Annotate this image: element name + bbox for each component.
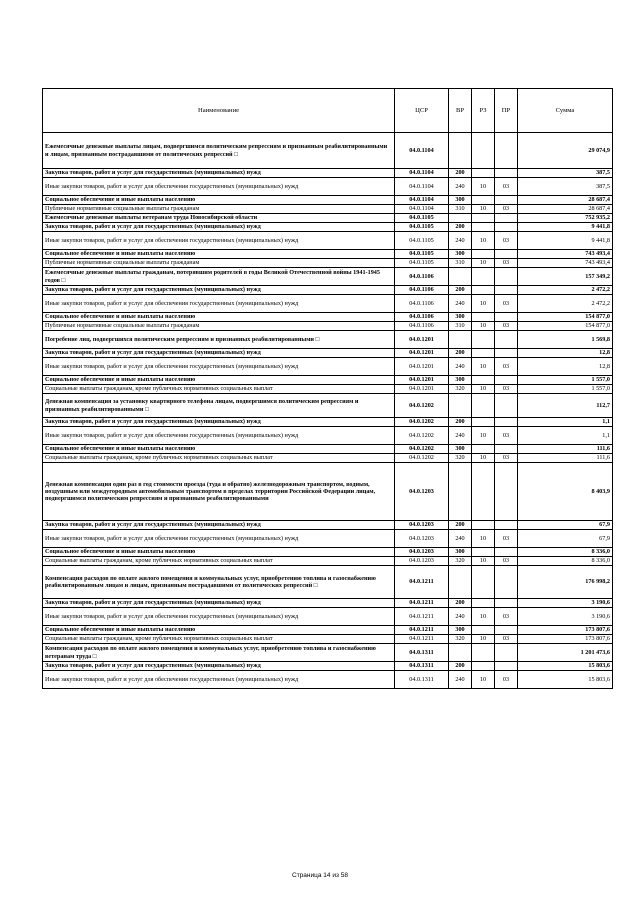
cell-csr: 04.0.1104 bbox=[395, 196, 449, 205]
cell-name: Социальное обеспечение и иные выплаты населению bbox=[43, 313, 395, 322]
cell-sum: 15 803,6 bbox=[518, 662, 613, 671]
cell-name: Иные закупки товаров, работ и услуг для обеспечения государственных (муниципальных) нужд bbox=[43, 671, 395, 689]
cell-name: Социальное обеспечение и иные выплаты населению bbox=[43, 626, 395, 635]
cell-csr: 04.0.1211 bbox=[395, 626, 449, 635]
cell-sum: 173 807,6 bbox=[518, 635, 613, 644]
cell-vr bbox=[449, 566, 472, 599]
cell-vr: 240 bbox=[449, 178, 472, 196]
cell-pr bbox=[495, 133, 518, 169]
cell-pr bbox=[495, 418, 518, 427]
table-row bbox=[43, 376, 613, 385]
cell-vr: 300 bbox=[449, 250, 472, 259]
table-row bbox=[43, 250, 613, 259]
cell-sum: 1,1 bbox=[518, 427, 613, 445]
table-row bbox=[43, 599, 613, 608]
cell-name: Социальные выплаты гражданам, кроме публичных нормативных социальных выплат bbox=[43, 557, 395, 566]
cell-vr: 300 bbox=[449, 376, 472, 385]
cell-name: Закупка товаров, работ и услуг для государственных (муниципальных) нужд bbox=[43, 521, 395, 530]
cell-name: Закупка товаров, работ и услуг для государственных (муниципальных) нужд bbox=[43, 349, 395, 358]
header-pr: ПР bbox=[495, 89, 518, 133]
table-row bbox=[43, 331, 613, 349]
cell-csr: 04.0.1311 bbox=[395, 662, 449, 671]
cell-rz bbox=[472, 169, 495, 178]
cell-rz bbox=[472, 286, 495, 295]
cell-pr: 03 bbox=[495, 205, 518, 214]
table-row bbox=[43, 608, 613, 626]
cell-name: Иные закупки товаров, работ и услуг для обеспечения государственных (муниципальных) нужд bbox=[43, 178, 395, 196]
cell-sum: 29 074,9 bbox=[518, 133, 613, 169]
cell-vr: 240 bbox=[449, 295, 472, 313]
cell-sum: 387,5 bbox=[518, 178, 613, 196]
cell-sum: 3 190,6 bbox=[518, 608, 613, 626]
cell-csr: 04.0.1201 bbox=[395, 349, 449, 358]
table-row bbox=[43, 358, 613, 376]
cell-pr bbox=[495, 548, 518, 557]
table-row bbox=[43, 521, 613, 530]
cell-name: Социальное обеспечение и иные выплаты населению bbox=[43, 445, 395, 454]
header-name: Наименование bbox=[43, 89, 395, 133]
cell-csr: 04.0.1104 bbox=[395, 178, 449, 196]
cell-rz: 10 bbox=[472, 635, 495, 644]
cell-vr: 300 bbox=[449, 313, 472, 322]
cell-rz bbox=[472, 133, 495, 169]
cell-rz bbox=[472, 626, 495, 635]
cell-pr: 03 bbox=[495, 557, 518, 566]
cell-rz: 10 bbox=[472, 454, 495, 463]
cell-pr bbox=[495, 331, 518, 349]
cell-name: Ежемесячные денежные выплаты ветеранам труда Новосибирской области bbox=[43, 214, 395, 223]
cell-sum: 9 441,8 bbox=[518, 223, 613, 232]
cell-pr: 03 bbox=[495, 232, 518, 250]
cell-vr bbox=[449, 331, 472, 349]
cell-pr: 03 bbox=[495, 635, 518, 644]
cell-name: Иные закупки товаров, работ и услуг для обеспечения государственных (муниципальных) нужд bbox=[43, 427, 395, 445]
cell-vr: 200 bbox=[449, 169, 472, 178]
cell-sum: 28 687,4 bbox=[518, 205, 613, 214]
cell-sum: 387,5 bbox=[518, 169, 613, 178]
header-csr: ЦСР bbox=[395, 89, 449, 133]
cell-name: Закупка товаров, работ и услуг для государственных (муниципальных) нужд bbox=[43, 662, 395, 671]
cell-csr: 04.0.1105 bbox=[395, 214, 449, 223]
cell-vr bbox=[449, 394, 472, 418]
table-row bbox=[43, 530, 613, 548]
cell-vr bbox=[449, 133, 472, 169]
table-row bbox=[43, 635, 613, 644]
table-row bbox=[43, 427, 613, 445]
table-row bbox=[43, 295, 613, 313]
table-row bbox=[43, 349, 613, 358]
cell-csr: 04.0.1202 bbox=[395, 445, 449, 454]
cell-name: Закупка товаров, работ и услуг для государственных (муниципальных) нужд bbox=[43, 286, 395, 295]
cell-csr: 04.0.1106 bbox=[395, 295, 449, 313]
table-row bbox=[43, 566, 613, 599]
cell-rz: 10 bbox=[472, 259, 495, 268]
cell-pr: 03 bbox=[495, 530, 518, 548]
cell-name: Погребение лиц, подвергшихся политическим репрессиям и признанных реабилитированными □ bbox=[43, 331, 395, 349]
cell-rz: 10 bbox=[472, 358, 495, 376]
cell-rz: 10 bbox=[472, 205, 495, 214]
cell-sum: 157 349,2 bbox=[518, 268, 613, 286]
cell-pr bbox=[495, 626, 518, 635]
cell-pr bbox=[495, 599, 518, 608]
cell-name: Социальное обеспечение и иные выплаты населению bbox=[43, 548, 395, 557]
cell-name: Ежемесячные денежные выплаты гражданам, потерявшим родителей в годы Великой Отечественной войны 1941-1945 годов □ bbox=[43, 268, 395, 286]
cell-vr: 300 bbox=[449, 196, 472, 205]
cell-csr: 04.0.1106 bbox=[395, 313, 449, 322]
cell-sum: 9 441,8 bbox=[518, 232, 613, 250]
cell-vr: 240 bbox=[449, 232, 472, 250]
cell-sum: 67,9 bbox=[518, 530, 613, 548]
cell-vr: 200 bbox=[449, 662, 472, 671]
cell-rz bbox=[472, 214, 495, 223]
cell-rz bbox=[472, 196, 495, 205]
table-row bbox=[43, 169, 613, 178]
cell-sum: 8 403,9 bbox=[518, 463, 613, 521]
cell-vr: 240 bbox=[449, 358, 472, 376]
cell-sum: 743 493,4 bbox=[518, 250, 613, 259]
cell-sum: 111,6 bbox=[518, 454, 613, 463]
cell-rz: 10 bbox=[472, 385, 495, 394]
cell-vr: 200 bbox=[449, 418, 472, 427]
table-row bbox=[43, 445, 613, 454]
header-vr: ВР bbox=[449, 89, 472, 133]
cell-csr: 04.0.1105 bbox=[395, 259, 449, 268]
cell-rz bbox=[472, 223, 495, 232]
table-body bbox=[43, 133, 613, 689]
cell-sum: 2 472,2 bbox=[518, 295, 613, 313]
cell-sum: 154 877,0 bbox=[518, 322, 613, 331]
cell-pr: 03 bbox=[495, 671, 518, 689]
cell-rz bbox=[472, 418, 495, 427]
cell-rz: 10 bbox=[472, 295, 495, 313]
cell-pr bbox=[495, 662, 518, 671]
cell-pr bbox=[495, 521, 518, 530]
cell-pr: 03 bbox=[495, 358, 518, 376]
cell-sum: 111,6 bbox=[518, 445, 613, 454]
cell-name: Закупка товаров, работ и услуг для государственных (муниципальных) нужд bbox=[43, 599, 395, 608]
cell-csr: 04.0.1202 bbox=[395, 427, 449, 445]
cell-pr: 03 bbox=[495, 295, 518, 313]
cell-csr: 04.0.1104 bbox=[395, 205, 449, 214]
table-row bbox=[43, 322, 613, 331]
cell-name: Социальное обеспечение и иные выплаты населению bbox=[43, 250, 395, 259]
cell-pr bbox=[495, 566, 518, 599]
cell-pr bbox=[495, 169, 518, 178]
cell-csr: 04.0.1201 bbox=[395, 385, 449, 394]
cell-pr bbox=[495, 376, 518, 385]
cell-pr bbox=[495, 196, 518, 205]
cell-csr: 04.0.1201 bbox=[395, 376, 449, 385]
cell-csr: 04.0.1211 bbox=[395, 566, 449, 599]
cell-pr bbox=[495, 644, 518, 662]
cell-sum: 112,7 bbox=[518, 394, 613, 418]
cell-rz bbox=[472, 548, 495, 557]
cell-sum: 12,8 bbox=[518, 358, 613, 376]
cell-sum: 1 557,0 bbox=[518, 376, 613, 385]
cell-csr: 04.0.1211 bbox=[395, 635, 449, 644]
cell-rz: 10 bbox=[472, 530, 495, 548]
cell-name: Иные закупки товаров, работ и услуг для обеспечения государственных (муниципальных) нужд bbox=[43, 530, 395, 548]
table-row bbox=[43, 286, 613, 295]
cell-sum: 15 803,6 bbox=[518, 671, 613, 689]
cell-vr: 200 bbox=[449, 223, 472, 232]
cell-csr: 04.0.1105 bbox=[395, 250, 449, 259]
cell-pr bbox=[495, 394, 518, 418]
table-row bbox=[43, 626, 613, 635]
page-footer: Страница 14 из 58 bbox=[292, 872, 348, 879]
cell-name: Денежная компенсация за установку квартирного телефона лицам, подвергшимся политическим репрессиям и признанных реабилитированными □ bbox=[43, 394, 395, 418]
cell-csr: 04.0.1104 bbox=[395, 169, 449, 178]
cell-rz: 10 bbox=[472, 178, 495, 196]
cell-rz bbox=[472, 331, 495, 349]
cell-vr: 300 bbox=[449, 626, 472, 635]
cell-pr bbox=[495, 445, 518, 454]
cell-csr: 04.0.1106 bbox=[395, 268, 449, 286]
cell-pr bbox=[495, 313, 518, 322]
cell-sum: 8 336,0 bbox=[518, 548, 613, 557]
cell-pr bbox=[495, 349, 518, 358]
budget-table bbox=[42, 88, 613, 689]
cell-sum: 752 935,2 bbox=[518, 214, 613, 223]
cell-rz bbox=[472, 268, 495, 286]
cell-vr bbox=[449, 268, 472, 286]
cell-csr: 04.0.1311 bbox=[395, 671, 449, 689]
cell-vr: 240 bbox=[449, 530, 472, 548]
cell-vr: 200 bbox=[449, 349, 472, 358]
table-row bbox=[43, 557, 613, 566]
cell-csr: 04.0.1203 bbox=[395, 463, 449, 521]
cell-name: Публичные нормативные социальные выплаты гражданам bbox=[43, 322, 395, 331]
cell-rz bbox=[472, 394, 495, 418]
cell-vr: 310 bbox=[449, 259, 472, 268]
cell-vr: 300 bbox=[449, 548, 472, 557]
cell-csr: 04.0.1104 bbox=[395, 133, 449, 169]
cell-vr bbox=[449, 214, 472, 223]
cell-csr: 04.0.1105 bbox=[395, 223, 449, 232]
cell-pr: 03 bbox=[495, 427, 518, 445]
budget-table-container bbox=[42, 88, 612, 689]
cell-csr: 04.0.1211 bbox=[395, 599, 449, 608]
cell-name: Иные закупки товаров, работ и услуг для обеспечения государственных (муниципальных) нужд bbox=[43, 608, 395, 626]
cell-csr: 04.0.1311 bbox=[395, 644, 449, 662]
table-row bbox=[43, 662, 613, 671]
table-row bbox=[43, 205, 613, 214]
cell-rz bbox=[472, 662, 495, 671]
header-sum: Сумма bbox=[518, 89, 613, 133]
table-row bbox=[43, 418, 613, 427]
cell-vr: 310 bbox=[449, 322, 472, 331]
cell-rz bbox=[472, 599, 495, 608]
table-row bbox=[43, 454, 613, 463]
cell-name: Закупка товаров, работ и услуг для государственных (муниципальных) нужд bbox=[43, 418, 395, 427]
cell-csr: 04.0.1203 bbox=[395, 548, 449, 557]
cell-name: Денежная компенсация один раз в год стоимости проезда (туда и обратно) железнодорожным транспортом, водным, воздушным или междугородным автомобильным транспортом в пределах территории Российской Федерации лицам, подвергшимся политическим репрессиям и признанным реабилитированными bbox=[43, 463, 395, 521]
cell-vr: 320 bbox=[449, 454, 472, 463]
cell-sum: 67,9 bbox=[518, 521, 613, 530]
cell-csr: 04.0.1202 bbox=[395, 394, 449, 418]
cell-pr bbox=[495, 214, 518, 223]
cell-rz: 10 bbox=[472, 557, 495, 566]
table-row bbox=[43, 394, 613, 418]
cell-rz: 10 bbox=[472, 427, 495, 445]
cell-sum: 743 493,4 bbox=[518, 259, 613, 268]
cell-rz bbox=[472, 463, 495, 521]
cell-rz bbox=[472, 521, 495, 530]
table-row bbox=[43, 232, 613, 250]
cell-vr: 240 bbox=[449, 608, 472, 626]
cell-vr: 240 bbox=[449, 671, 472, 689]
cell-pr bbox=[495, 463, 518, 521]
cell-pr: 03 bbox=[495, 178, 518, 196]
cell-sum: 2 472,2 bbox=[518, 286, 613, 295]
header-rz: РЗ bbox=[472, 89, 495, 133]
cell-sum: 3 190,6 bbox=[518, 599, 613, 608]
cell-name: Иные закупки товаров, работ и услуг для обеспечения государственных (муниципальных) нужд bbox=[43, 358, 395, 376]
table-row bbox=[43, 385, 613, 394]
cell-name: Ежемесячные денежные выплаты лицам, подвергшимся политическим репрессиям и признанным реабилитированными и лицам, признанным пострадавшими от политических репрессий □ bbox=[43, 133, 395, 169]
cell-vr bbox=[449, 644, 472, 662]
table-row bbox=[43, 548, 613, 557]
table-row bbox=[43, 178, 613, 196]
cell-csr: 04.0.1211 bbox=[395, 608, 449, 626]
cell-rz bbox=[472, 313, 495, 322]
cell-rz bbox=[472, 250, 495, 259]
cell-rz bbox=[472, 644, 495, 662]
table-row bbox=[43, 644, 613, 662]
cell-csr: 04.0.1106 bbox=[395, 322, 449, 331]
cell-name: Социальные выплаты гражданам, кроме публичных нормативных социальных выплат bbox=[43, 635, 395, 644]
cell-name: Социальное обеспечение и иные выплаты населению bbox=[43, 196, 395, 205]
cell-rz bbox=[472, 566, 495, 599]
cell-csr: 04.0.1203 bbox=[395, 530, 449, 548]
cell-csr: 04.0.1202 bbox=[395, 454, 449, 463]
cell-pr bbox=[495, 223, 518, 232]
cell-csr: 04.0.1202 bbox=[395, 418, 449, 427]
cell-pr: 03 bbox=[495, 608, 518, 626]
table-row bbox=[43, 463, 613, 521]
cell-name: Социальные выплаты гражданам, кроме публичных нормативных социальных выплат bbox=[43, 454, 395, 463]
cell-name: Публичные нормативные социальные выплаты гражданам bbox=[43, 205, 395, 214]
cell-sum: 173 807,6 bbox=[518, 626, 613, 635]
cell-rz bbox=[472, 445, 495, 454]
cell-pr: 03 bbox=[495, 259, 518, 268]
cell-name: Закупка товаров, работ и услуг для государственных (муниципальных) нужд bbox=[43, 169, 395, 178]
cell-name: Публичные нормативные социальные выплаты гражданам bbox=[43, 259, 395, 268]
table-header-row bbox=[43, 89, 613, 133]
cell-name: Иные закупки товаров, работ и услуг для обеспечения государственных (муниципальных) нужд bbox=[43, 295, 395, 313]
cell-vr: 200 bbox=[449, 286, 472, 295]
cell-sum: 1 569,8 bbox=[518, 331, 613, 349]
cell-rz bbox=[472, 376, 495, 385]
cell-name: Социальное обеспечение и иные выплаты населению bbox=[43, 376, 395, 385]
cell-name: Закупка товаров, работ и услуг для государственных (муниципальных) нужд bbox=[43, 223, 395, 232]
cell-vr bbox=[449, 463, 472, 521]
cell-pr: 03 bbox=[495, 322, 518, 331]
cell-sum: 12,8 bbox=[518, 349, 613, 358]
cell-vr: 310 bbox=[449, 205, 472, 214]
cell-sum: 28 687,4 bbox=[518, 196, 613, 205]
cell-vr: 200 bbox=[449, 521, 472, 530]
cell-vr: 300 bbox=[449, 445, 472, 454]
table-row bbox=[43, 133, 613, 169]
cell-sum: 176 998,2 bbox=[518, 566, 613, 599]
cell-pr bbox=[495, 286, 518, 295]
table-row bbox=[43, 259, 613, 268]
cell-csr: 04.0.1201 bbox=[395, 358, 449, 376]
cell-rz: 10 bbox=[472, 322, 495, 331]
cell-name: Социальные выплаты гражданам, кроме публичных нормативных социальных выплат bbox=[43, 385, 395, 394]
table-row bbox=[43, 196, 613, 205]
cell-pr: 03 bbox=[495, 454, 518, 463]
cell-sum: 1 557,0 bbox=[518, 385, 613, 394]
cell-vr: 240 bbox=[449, 427, 472, 445]
cell-rz: 10 bbox=[472, 671, 495, 689]
table-row bbox=[43, 268, 613, 286]
table-row bbox=[43, 671, 613, 689]
cell-name: Компенсация расходов по оплате жилого помещения и коммунальных услуг, приобретению топлива и газоснабжению ветеранам труда □ bbox=[43, 644, 395, 662]
cell-csr: 04.0.1203 bbox=[395, 557, 449, 566]
cell-pr bbox=[495, 268, 518, 286]
cell-sum: 8 336,0 bbox=[518, 557, 613, 566]
cell-sum: 1 201 473,6 bbox=[518, 644, 613, 662]
cell-vr: 320 bbox=[449, 557, 472, 566]
cell-sum: 154 877,0 bbox=[518, 313, 613, 322]
cell-name: Компенсация расходов по оплате жилого помещения и коммунальных услуг, приобретению топлива и газоснабжению реабилитированным лицам и лицам, признанным пострадавшими от политических репрессий □ bbox=[43, 566, 395, 599]
cell-vr: 320 bbox=[449, 635, 472, 644]
cell-sum: 1,1 bbox=[518, 418, 613, 427]
cell-pr bbox=[495, 250, 518, 259]
cell-rz: 10 bbox=[472, 608, 495, 626]
table-row bbox=[43, 223, 613, 232]
cell-csr: 04.0.1201 bbox=[395, 331, 449, 349]
cell-csr: 04.0.1203 bbox=[395, 521, 449, 530]
cell-pr: 03 bbox=[495, 385, 518, 394]
cell-name: Иные закупки товаров, работ и услуг для обеспечения государственных (муниципальных) нужд bbox=[43, 232, 395, 250]
cell-csr: 04.0.1106 bbox=[395, 286, 449, 295]
cell-rz bbox=[472, 349, 495, 358]
cell-vr: 200 bbox=[449, 599, 472, 608]
cell-csr: 04.0.1105 bbox=[395, 232, 449, 250]
cell-vr: 320 bbox=[449, 385, 472, 394]
cell-rz: 10 bbox=[472, 232, 495, 250]
table-row bbox=[43, 313, 613, 322]
table-row bbox=[43, 214, 613, 223]
